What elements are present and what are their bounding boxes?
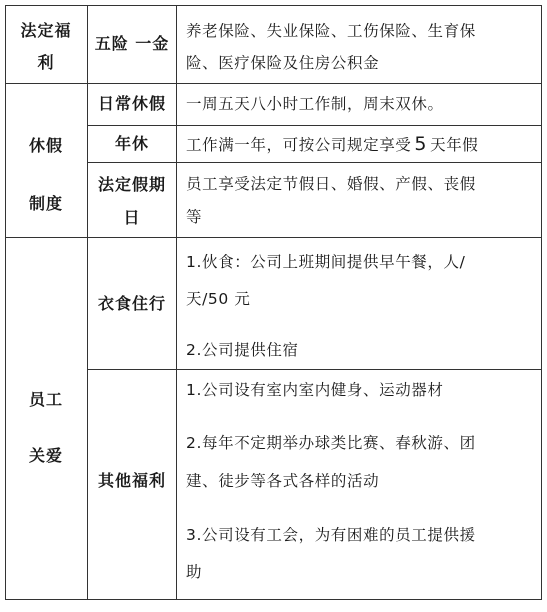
- item-annual-leave: 年休: [114, 134, 149, 153]
- other-point-3-line1: 3.公司设有工会，为有困难的员工提供援: [186, 526, 476, 544]
- item-five-insurances: 五险 一金: [94, 34, 170, 53]
- living-point-1-line1: 1.伙食：公司上班期间提供早午餐，人/: [186, 253, 466, 271]
- rule-living-bottom: [87, 369, 542, 370]
- content-annual-days: 5: [414, 133, 428, 155]
- rule-annual-bottom: [87, 162, 542, 163]
- rule-bottom: [5, 599, 542, 600]
- rule-right: [541, 5, 542, 600]
- category-statutory-line1: 法定福: [20, 21, 72, 40]
- item-statutory-holiday: [88, 168, 176, 234]
- rule-statutory-bottom: [5, 83, 542, 84]
- living-point-1-line2: 天/50 元: [186, 290, 251, 308]
- rule-col2: [176, 5, 177, 600]
- category-statutory-line2: 利: [37, 53, 55, 72]
- rule-daily-bottom: [87, 125, 542, 126]
- content-daily-rest: 一周五天八小时工作制，周末双休。: [186, 95, 444, 113]
- category-care: [5, 372, 87, 484]
- other-point-2-line2: 建、徒步等各式各样的活动: [186, 472, 380, 490]
- category-leave-line2: 制度: [28, 194, 63, 213]
- category-statutory: [5, 15, 87, 79]
- category-leave: [5, 117, 87, 233]
- other-point-3-line2: 助: [186, 563, 203, 581]
- other-point-1: 1.公司设有室内室内健身、运动器材: [186, 381, 444, 399]
- category-care-line1: 员工: [28, 390, 63, 409]
- other-point-2-line1: 2.每年不定期举办球类比赛、春秋游、团: [186, 434, 476, 452]
- item-living: 衣食住行: [97, 294, 166, 313]
- content-statutory: [186, 15, 476, 79]
- content-statutory-holiday-line2: 等: [186, 208, 203, 226]
- content-annual-before: 工作满一年，可按公司规定享受: [186, 136, 412, 154]
- content-annual-leave: [186, 133, 478, 156]
- content-statutory-holiday: [186, 168, 476, 234]
- category-care-line2: 关爱: [28, 446, 63, 465]
- content-statutory-line2: 险、医疗保险及住房公积金: [186, 54, 380, 72]
- living-point-2: 2.公司提供住宿: [186, 341, 299, 359]
- item-statutory-holiday-line2: 日: [123, 208, 141, 227]
- content-statutory-line1: 养老保险、失业保险、工伤保险、生育保: [186, 22, 476, 40]
- rule-top: [5, 5, 542, 6]
- rule-leave-bottom: [5, 237, 542, 238]
- content-statutory-holiday-line1: 员工享受法定节假日、婚假、产假、丧假: [186, 175, 476, 193]
- benefits-table: [5, 5, 542, 600]
- rule-left: [5, 5, 6, 600]
- item-other-benefits: 其他福利: [97, 471, 166, 490]
- category-leave-line1: 休假: [28, 136, 63, 155]
- content-annual-after: 天年假: [430, 136, 479, 154]
- item-daily-rest: 日常休假: [97, 94, 166, 113]
- item-statutory-holiday-line1: 法定假期: [97, 175, 166, 194]
